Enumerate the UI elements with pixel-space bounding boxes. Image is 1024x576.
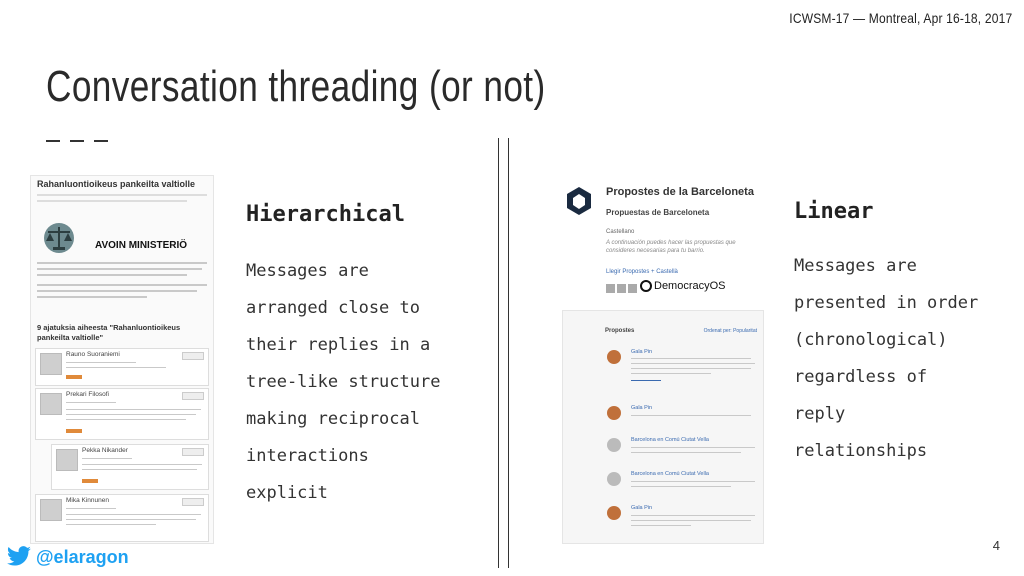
link-icon[interactable]: [628, 284, 637, 293]
proposal-description: [606, 239, 736, 255]
proposal-title: Propostes de la Barceloneta: [606, 186, 754, 198]
democracyos-brand: DemocracyOS: [654, 280, 726, 292]
read-proposals-link[interactable]: Llegir Propostes + Castellà: [606, 269, 678, 275]
comment-author: Gala Pin: [631, 505, 653, 511]
comment-item: [35, 494, 209, 542]
twitter-bird-icon: [6, 546, 32, 568]
twitter-footer: [6, 546, 129, 568]
avatar-icon: [40, 499, 62, 521]
slide-title: Conversation threading (or not): [46, 62, 546, 111]
hierarchical-heading: Hierarchical: [246, 202, 405, 227]
linear-heading: Linear: [794, 199, 874, 224]
comment-author: Pekka Nikander: [82, 447, 128, 454]
description-line: consideres necesarias para tu barrio.: [606, 248, 705, 254]
linear-description: [794, 248, 978, 470]
comment-author: Mika Kinnunen: [66, 497, 109, 504]
reply-button[interactable]: [182, 448, 204, 456]
comment-author: Barcelona en Comú Ciutat Vella: [631, 471, 709, 477]
twitter-share-icon[interactable]: [617, 284, 626, 293]
hierarchical-screenshot: [30, 175, 214, 544]
comment-author: Gala Pin: [631, 349, 653, 355]
linear-screenshot-comments: [562, 310, 764, 544]
avatar-icon: [56, 449, 78, 471]
comment-item: [35, 388, 209, 440]
language-label: Castellano: [606, 229, 635, 235]
democracyos-logo: [640, 280, 726, 292]
reply-button[interactable]: [182, 498, 204, 506]
twitter-handle: @elaragon: [36, 546, 129, 567]
page-number: 4: [992, 538, 1000, 553]
justice-emblem-icon: [39, 221, 79, 255]
comment-item: [607, 403, 757, 427]
title-underline: [46, 140, 112, 142]
avoin-ministerio-logo: AVOIN MINISTERIÖ: [95, 240, 188, 251]
facebook-icon[interactable]: [606, 284, 615, 293]
description-line: A continuación puedes hacer las propuestas que: [606, 240, 736, 246]
description-line: Messages are: [794, 256, 917, 276]
description-line: presented in order: [794, 293, 979, 313]
description-line: making reciprocal: [246, 409, 420, 429]
avatar-icon: [40, 353, 62, 375]
sort-dropdown[interactable]: Ordenat per: Popularitat: [703, 328, 757, 334]
description-line: relationships: [794, 441, 928, 461]
description-line: (chronological): [794, 330, 948, 350]
description-line: tree-like structure: [246, 372, 441, 392]
description-line: their replies in a: [246, 335, 431, 355]
social-share-icons: [606, 284, 637, 293]
comment-author: Prekari Filosofi: [66, 391, 109, 398]
description-line: regardless of: [794, 367, 928, 387]
column-divider: [498, 138, 499, 568]
comment-item: [607, 347, 757, 391]
description-line: interactions: [246, 446, 369, 466]
hierarchical-description: [246, 253, 440, 512]
avatar-icon: [607, 350, 621, 364]
avatar-icon: [607, 406, 621, 420]
avatar-icon: [40, 393, 62, 415]
description-line: reply: [794, 404, 846, 424]
comment-author: Barcelona en Comú Ciutat Vella: [631, 437, 709, 443]
democracyos-mark-icon: [640, 280, 652, 292]
comment-item: [51, 444, 209, 490]
comment-item: [607, 469, 757, 499]
reply-button[interactable]: [182, 392, 204, 400]
avatar-icon: [607, 472, 621, 486]
column-divider: [508, 138, 509, 568]
avatar-icon: [607, 438, 621, 452]
comments-heading: 9 ajatuksia aiheesta "Rahanluontioikeus pankeilta valtiolle": [37, 323, 181, 342]
site-title: Rahanluontioikeus pankeilta valtiolle: [37, 179, 196, 189]
conference-label: ICWSM-17 — Montreal, Apr 16-18, 2017: [788, 10, 1012, 26]
comment-item: [35, 348, 209, 386]
description-line: arranged close to: [246, 298, 420, 318]
reply-button[interactable]: [182, 352, 204, 360]
comment-author: Rauno Suoraniemi: [66, 351, 120, 358]
barceloneta-logo-icon: [566, 186, 592, 216]
comment-author: Gala Pin: [631, 405, 653, 411]
comment-item: [607, 503, 757, 539]
proposal-subtitle: Propuestas de Barceloneta: [606, 208, 710, 217]
comment-item: [607, 435, 757, 465]
section-heading: Propostes: [605, 328, 635, 334]
description-line: Messages are: [246, 261, 369, 281]
avatar-icon: [607, 506, 621, 520]
linear-screenshot-header: [560, 178, 760, 304]
description-line: explicit: [246, 483, 328, 503]
